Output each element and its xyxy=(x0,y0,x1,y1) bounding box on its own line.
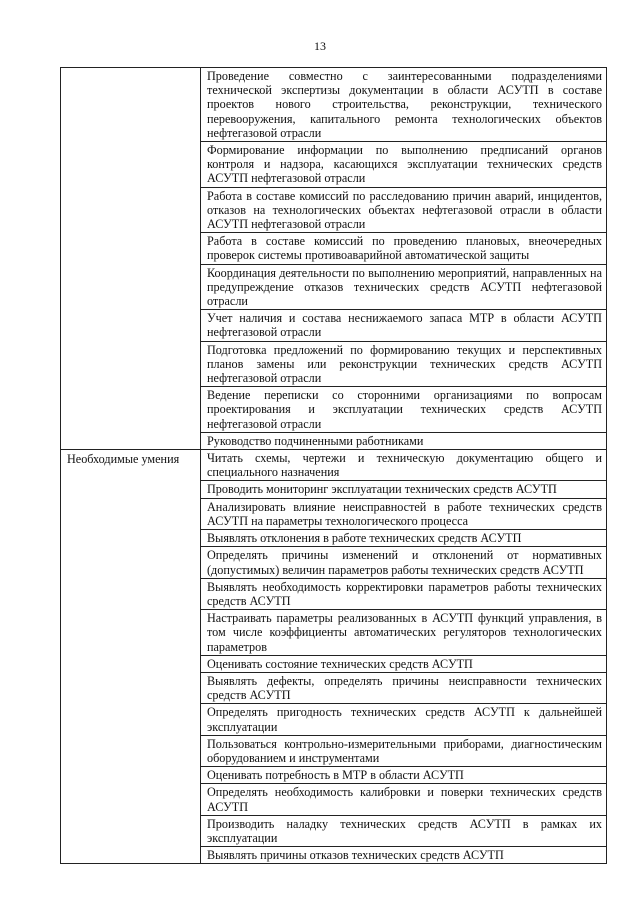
skill-item: Анализировать влияние неисправностей в работе технических средств АСУТП на параметры технологического процесса xyxy=(201,498,607,529)
skill-item: Производить наладку технических средств АСУТП в рамках их эксплуатации xyxy=(201,815,607,846)
labor-action-item: Проведение совместно с заинтересованными подразделениями технической экспертизы документации в области АСУТП в составе проектов нового строительства, реконструкции, технического перевооружения, капитального ремонта технологических объектов нефтегазовой отрасли xyxy=(201,68,607,142)
labor-action-item: Работа в составе комиссий по расследованию причин аварий, инцидентов, отказов на технологических объектах нефтегазовой отрасли в области АСУТП нефтегазовой отрасли xyxy=(201,187,607,233)
labor-action-item: Учет наличия и состава неснижаемого запаса МТР в области АСУТП нефтегазовой отрасли xyxy=(201,310,607,341)
qualification-table xyxy=(60,67,607,864)
skill-item: Определять пригодность технических средств АСУТП к дальнейшей эксплуатации xyxy=(201,704,607,735)
skill-item: Определять необходимость калибровки и поверки технических средств АСУТП xyxy=(201,784,607,815)
page-number: 13 xyxy=(314,39,326,53)
skill-item: Проводить мониторинг эксплуатации технических средств АСУТП xyxy=(201,481,607,498)
skill-item: Выявлять отклонения в работе технических средств АСУТП xyxy=(201,530,607,547)
skill-item: Пользоваться контрольно-измерительными приборами, диагностическим оборудованием и инструментами xyxy=(201,735,607,766)
skill-item: Выявлять причины отказов технических средств АСУТП xyxy=(201,847,607,864)
table-row xyxy=(61,68,607,142)
skills-label: Необходимые умения xyxy=(61,450,201,864)
skill-item: Оценивать состояние технических средств АСУТП xyxy=(201,655,607,672)
skill-item: Определять причины изменений и отклонений от нормативных (допустимых) величин параметров работы технических средств АСУТП xyxy=(201,547,607,578)
labor-action-item: Формирование информации по выполнению предписаний органов контроля и надзора, касающихся эксплуатации технических средств АСУТП нефтегазовой отрасли xyxy=(201,142,607,188)
labor-action-item: Руководство подчиненными работниками xyxy=(201,432,607,449)
labor-actions-label-cell xyxy=(61,68,201,450)
skill-item: Читать схемы, чертежи и техническую документацию общего и специального назначения xyxy=(201,450,607,481)
labor-action-item: Ведение переписки со сторонними организациями по вопросам проектирования и эксплуатации технических средств АСУТП нефтегазовой отрасли xyxy=(201,387,607,433)
skill-item: Выявлять необходимость корректировки параметров работы технических средств АСУТП xyxy=(201,578,607,609)
labor-action-item: Работа в составе комиссий по проведению плановых, внеочередных проверок системы противоаварийной автоматической защиты xyxy=(201,233,607,264)
skill-item: Оценивать потребность в МТР в области АСУТП xyxy=(201,767,607,784)
skill-item: Выявлять дефекты, определять причины неисправности технических средств АСУТП xyxy=(201,672,607,703)
table-row xyxy=(61,450,607,481)
labor-action-item: Координация деятельности по выполнению мероприятий, направленных на предупреждение отказов технических средств АСУТП нефтегазовой отрасли xyxy=(201,264,607,310)
labor-action-item: Подготовка предложений по формированию текущих и перспективных планов замены или реконструкции технических средств АСУТП нефтегазовой отрасли xyxy=(201,341,607,387)
skill-item: Настраивать параметры реализованных в АСУТП функций управления, в том числе коэффициенты автоматических регуляторов технологических параметров xyxy=(201,610,607,656)
